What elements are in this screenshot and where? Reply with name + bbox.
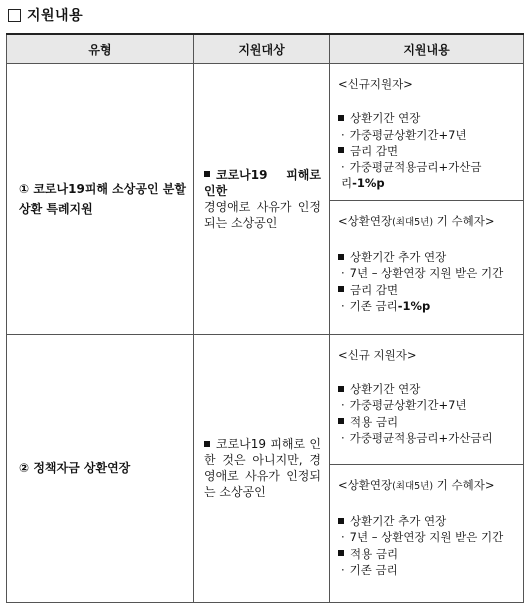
row1-ext-recipients: <상환연장(최대5년) 기 수혜자> 상환기간 추가 연장 · 7년 – 상환연장 지원 받은 기간 금리 감면 · 기존 금리-1%p (330, 200, 524, 334)
header-target: 지원대상 (194, 34, 330, 64)
bullet-square-icon (338, 386, 344, 392)
section-heading (8, 5, 83, 25)
bullet-square-icon (204, 171, 210, 177)
table-row (7, 64, 524, 201)
row2-new-recipients: <신규 지원자> 상환기간 연장 · 가중평균상환기간+7년 적용 금리 · 가중평균적용금리+가산금리 (330, 334, 524, 464)
header-type: 유형 (7, 34, 194, 64)
bullet-square-icon (338, 418, 344, 424)
middle-dot-icon: · (341, 127, 345, 142)
bullet-square-icon (338, 254, 344, 260)
row1-type: ① 코로나19피해 소상공인 분할상환 특례지원 (7, 64, 194, 335)
bullet-square-icon (338, 518, 344, 524)
table-row (7, 334, 524, 464)
middle-dot-icon: · (341, 530, 345, 545)
table-header-row (7, 34, 524, 64)
checkbox-square-icon (8, 9, 21, 22)
row2-target: 코로나19 피해로 인한 것은 아니지만, 경영애로 사유가 인정되는 소상공인 (194, 334, 330, 602)
row2-type: ② 정책자금 상환연장 (7, 334, 194, 602)
section-title: 지원내용 (27, 8, 84, 24)
middle-dot-icon: · (341, 266, 345, 281)
middle-dot-icon: · (341, 562, 345, 577)
row2-ext-recipients: <상환연장(최대5년) 기 수혜자> 상환기간 추가 연장 · 7년 – 상환연장 지원 받은 기간 적용 금리 · 기존 금리 (330, 464, 524, 602)
header-content: 지원내용 (330, 34, 524, 64)
middle-dot-icon: · (341, 398, 345, 413)
bullet-square-icon (338, 147, 344, 153)
bullet-square-icon (338, 286, 344, 292)
bullet-square-icon (338, 550, 344, 556)
row1-new-recipients: <신규지원자> 상환기간 연장 · 가중평균상환기간+7년 금리 감면 · 가중평균적용금리+가산금리-1%p (330, 64, 524, 201)
middle-dot-icon: · (341, 160, 345, 175)
support-table (6, 33, 524, 603)
middle-dot-icon: · (341, 430, 345, 445)
middle-dot-icon: · (341, 298, 345, 313)
bullet-square-icon (204, 441, 210, 447)
bullet-square-icon (338, 115, 344, 121)
row1-target: 코로나19 피해로 인한 경영애로 사유가 인정되는 소상공인 (194, 64, 330, 335)
